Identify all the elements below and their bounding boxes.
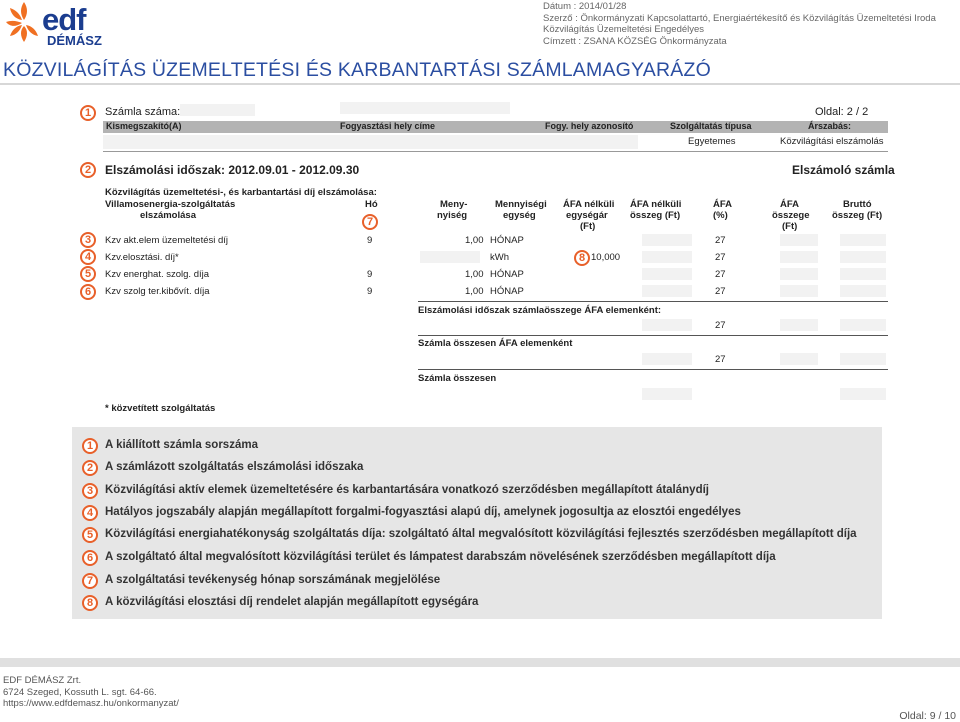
marker-5: 5 <box>80 266 96 282</box>
summary-divider-3 <box>418 369 888 370</box>
redacted-cell <box>642 251 692 263</box>
redacted-cell <box>642 353 692 365</box>
marker-8: 8 <box>574 250 590 266</box>
redacted-cell <box>420 251 480 263</box>
col-unit2: egység <box>503 210 536 221</box>
row-3-month: 9 <box>367 269 373 280</box>
redacted-cell <box>840 388 886 400</box>
legend-marker: 2 <box>82 460 98 476</box>
row-4-name: Kzv szolg ter.kibővít. díja <box>105 286 210 297</box>
redacted-cell <box>780 234 818 246</box>
section-sub2: elszámolása <box>140 210 196 221</box>
legend-text: Hatályos jogszabály alapján megállapított forgalmi-fogyasztási alapú díj, amelynek jogosultja az elosztói engedélyes <box>105 506 741 518</box>
redacted-cell <box>780 251 818 263</box>
summary-total-vat-label: Számla összesen ÁFA elemenként <box>418 338 573 349</box>
marker-2: 2 <box>80 162 96 178</box>
row-4-vat: 27 <box>715 286 726 297</box>
row-3-unit: HÓNAP <box>490 269 524 280</box>
col-address: Fogyasztási hely címe <box>340 121 436 131</box>
redacted-cell <box>780 285 818 297</box>
summary-vat-breakdown-label: Elszámolási időszak számlaösszege ÁFA elemenként: <box>418 305 662 316</box>
row-2-price: 10,000 <box>591 252 621 263</box>
marker-1: 1 <box>80 105 96 121</box>
redacted-cell <box>780 353 818 365</box>
marker-7: 7 <box>362 214 378 230</box>
col-price2: egységár <box>566 210 608 221</box>
col-month: Hó <box>365 199 378 210</box>
section-sub1: Villamosenergia-szolgáltatás <box>105 199 236 210</box>
legend-panel <box>72 427 882 619</box>
row-1-vat: 27 <box>715 235 726 246</box>
marker-4: 4 <box>80 249 96 265</box>
legend-text: Közvilágítási energiahatékonyság szolgáltatás díja: szolgáltató által megvalósított közvilágítási fejlesztés szerződésben megállapított díja <box>105 528 857 540</box>
legend-text: A számlázott szolgáltatás elszámolási időszaka <box>105 461 364 473</box>
legend-marker: 4 <box>82 505 98 521</box>
row-2-vat: 27 <box>715 252 726 263</box>
invoice-page-label: Oldal: 2 / 2 <box>815 106 869 118</box>
redacted-cell <box>840 268 886 280</box>
summary-divider-1 <box>418 301 888 302</box>
footer-url[interactable]: https://www.edfdemasz.hu/onkormanyzat/ <box>3 698 179 709</box>
meta-recipient: Címzett : ZSANA KÖZSÉG Önkormányzata <box>543 35 727 47</box>
col-breaker: Kismegszakító(A) <box>106 121 182 131</box>
col-gross1: Bruttó <box>843 199 872 210</box>
redacted-field <box>340 102 510 114</box>
invoice-header-bar <box>103 121 888 133</box>
col-id: Fogy. hely azonosító <box>545 121 634 131</box>
redacted-cell <box>642 234 692 246</box>
redacted-cell <box>642 268 692 280</box>
row-1-unit: HÓNAP <box>490 235 524 246</box>
row-1-name: Kzv akt.elem üzemeltetési díj <box>105 235 229 246</box>
col-gross2: összeg (Ft) <box>832 210 883 221</box>
col-unit1: Mennyiségi <box>495 199 547 210</box>
legend-marker: 6 <box>82 550 98 566</box>
row-4-qty: 1,00 <box>465 286 484 297</box>
summary-total-label: Számla összesen <box>418 373 497 384</box>
meta-date: Dátum : 2014/01/28 <box>543 1 627 12</box>
legend-marker: 8 <box>82 595 98 611</box>
col-qty2: nyiség <box>437 210 468 221</box>
invoice-number-label: Számla száma: <box>105 106 181 118</box>
page-title: KÖZVILÁGÍTÁS ÜZEMELTETÉSI ÉS KARBANTARTÁSI SZÁMLAMAGYARÁZÓ <box>3 59 711 81</box>
col-vat2: (%) <box>713 210 728 221</box>
logo-text: edf <box>42 2 86 37</box>
row-1-qty: 1,00 <box>465 235 484 246</box>
redacted-cell <box>840 251 886 263</box>
tariff-value: Közvilágítási elszámolás <box>780 136 884 147</box>
footer-address: 6724 Szeged, Kossuth L. sgt. 64-66. <box>3 686 157 698</box>
header-meta <box>543 1 936 47</box>
redacted-cell <box>840 285 886 297</box>
edf-logo-mark <box>4 0 44 44</box>
col-vatamt1: ÁFA <box>780 199 799 210</box>
legend-marker: 5 <box>82 527 98 543</box>
legend-text: A szolgáltató által megvalósított közvilágítási terület és lámpatest darabszám növelésének szerződésben megállapított díja <box>105 551 776 563</box>
col-vatamt2: összege <box>772 210 810 221</box>
row-4-month: 9 <box>367 286 373 297</box>
tariff-type: Egyetemes <box>688 136 736 147</box>
col-vatamt3: (Ft) <box>782 221 798 232</box>
redacted-cell <box>642 285 692 297</box>
footer-info <box>3 675 179 710</box>
redacted-cell <box>642 388 692 400</box>
invoice-type: Elszámoló számla <box>792 163 895 177</box>
col-qty1: Meny- <box>440 199 468 210</box>
col-vat1: ÁFA <box>713 199 732 210</box>
row-2-name: Kzv.elosztási. díj* <box>105 252 179 263</box>
meta-licensee: Közvilágítás Üzemeltetési Engedélyes <box>543 24 705 35</box>
redacted-cell <box>840 234 886 246</box>
divider <box>103 151 888 152</box>
col-price3: (Ft) <box>580 221 596 232</box>
redacted-cell <box>780 268 818 280</box>
legend-marker: 7 <box>82 573 98 589</box>
section-title: Közvilágítás üzemeltetési-, és karbantartási díj elszámolása: <box>105 187 377 198</box>
footer-divider <box>0 658 960 667</box>
title-divider <box>0 83 960 85</box>
legend-marker: 3 <box>82 483 98 499</box>
summary-divider-2 <box>418 335 888 336</box>
row-1-month: 9 <box>367 235 373 246</box>
meta-author: Szerző : Önkormányzati Kapcsolattartó, Energiaértékesítő és Közvilágítás Üzemeltetési Iroda <box>543 12 936 24</box>
marker-6: 6 <box>80 284 96 300</box>
footnote: * közvetített szolgáltatás <box>105 403 216 414</box>
redacted-number <box>180 104 255 116</box>
footer-company: EDF DÉMÁSZ Zrt. <box>3 675 82 686</box>
legend-marker: 1 <box>82 438 98 454</box>
legend-text: Közvilágítási aktív elemek üzemeltetésére és karbantartására vonatkozó szerződésben megállapított átalánydíj <box>105 484 709 496</box>
legend-text: A szolgáltatási tevékenység hónap sorszámának megjelölése <box>105 574 441 586</box>
row-3-name: Kzv energhat. szolg. díja <box>105 269 210 280</box>
row-2-unit: kWh <box>490 252 509 263</box>
redacted-row <box>103 135 638 149</box>
col-net1: ÁFA nélküli <box>630 199 682 210</box>
summary-vat-2: 27 <box>715 354 726 365</box>
logo-subtext: DÉMÁSZ <box>47 33 102 48</box>
redacted-cell <box>642 319 692 331</box>
marker-3: 3 <box>80 232 96 248</box>
redacted-cell <box>840 319 886 331</box>
legend-text: A közvilágítási elosztási díj rendelet alapján megállapított egységára <box>105 596 479 608</box>
row-3-vat: 27 <box>715 269 726 280</box>
col-net2: összeg (Ft) <box>630 210 681 221</box>
col-price1: ÁFA nélküli <box>563 199 615 210</box>
summary-vat-1: 27 <box>715 320 726 331</box>
billing-period: Elszámolási időszak: 2012.09.01 - 2012.09.30 <box>105 163 360 177</box>
row-3-qty: 1,00 <box>465 269 484 280</box>
legend-text: A kiállított számla sorszáma <box>105 439 258 451</box>
redacted-cell <box>780 319 818 331</box>
col-service-type: Szolgáltatás típusa <box>670 121 752 131</box>
col-tariff: Árszabás: <box>808 121 852 131</box>
redacted-cell <box>840 353 886 365</box>
page-number: Oldal: 9 / 10 <box>899 710 956 722</box>
edf-logo <box>4 0 104 48</box>
row-4-unit: HÓNAP <box>490 286 524 297</box>
